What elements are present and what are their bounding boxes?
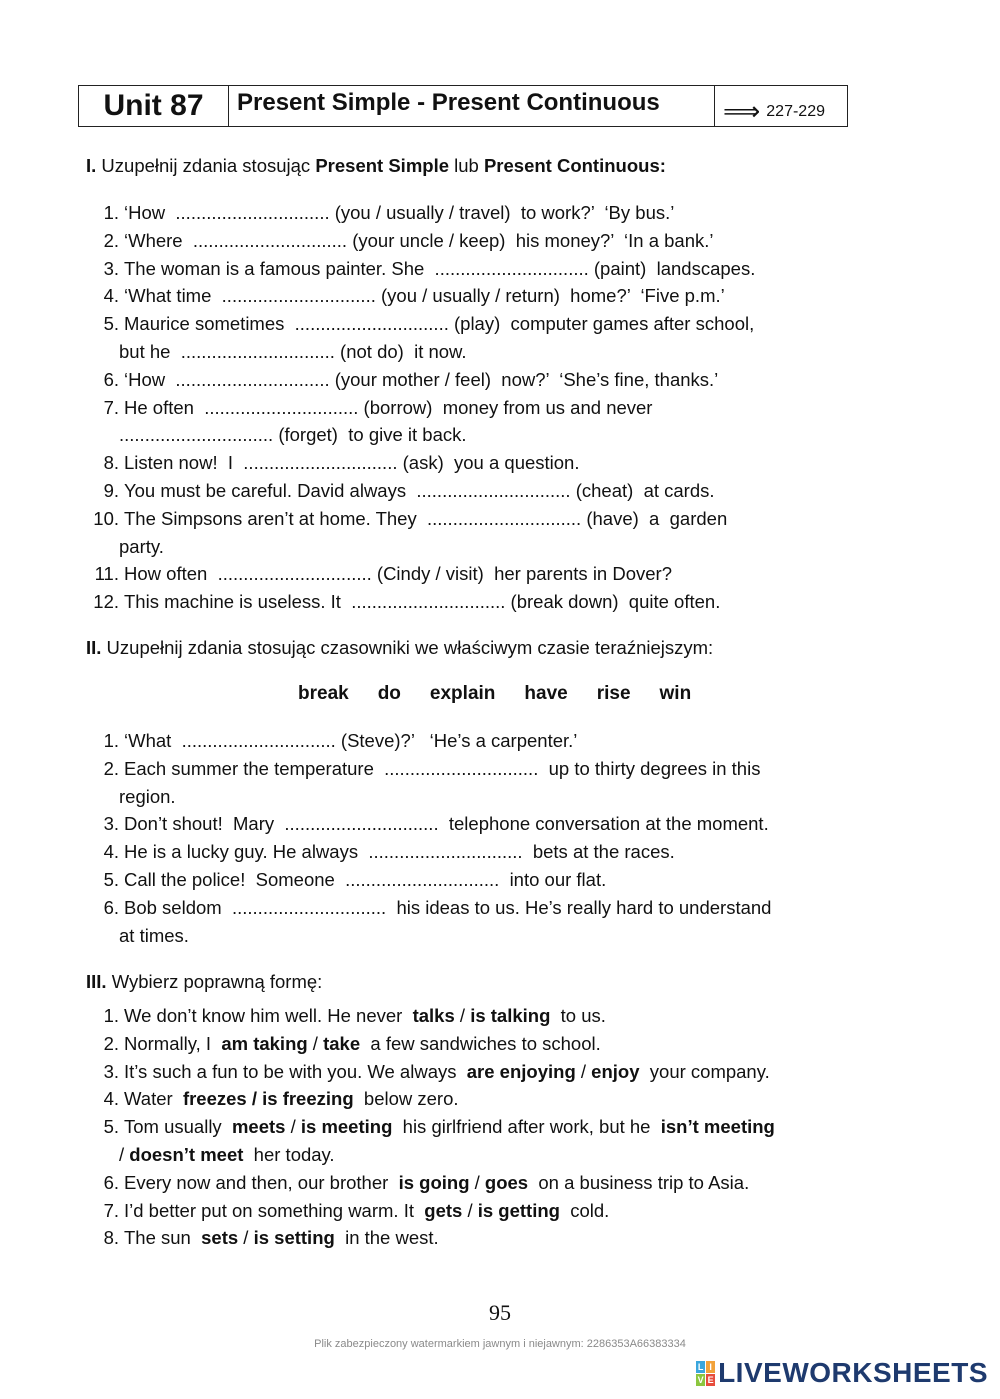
item-text-end: a few sandwiches to school. bbox=[360, 1032, 601, 1054]
list-item bbox=[86, 394, 846, 450]
section-1-bold-1: Present Simple bbox=[315, 155, 449, 176]
item-number: 1. bbox=[103, 730, 119, 751]
unit-number: Unit 87 bbox=[79, 86, 229, 126]
item-text: Maurice sometimes .............................. (play) computer games after school, bbox=[124, 313, 755, 335]
option-separator: / bbox=[462, 1199, 478, 1221]
section-1-list bbox=[86, 199, 846, 616]
item-number: 8. bbox=[103, 1227, 119, 1249]
page-number: 95 bbox=[489, 1300, 511, 1325]
item-text: ‘What .............................. (Steve)?’ ‘He’s a carpenter.’ bbox=[124, 730, 578, 751]
item-number: 2. bbox=[103, 757, 119, 779]
option-2[interactable]: goes bbox=[484, 1171, 529, 1193]
list-item bbox=[86, 1169, 846, 1197]
item-number: 2. bbox=[103, 229, 119, 251]
section-3-list bbox=[86, 1002, 846, 1252]
list-item bbox=[86, 1197, 846, 1225]
item-text: He is a lucky guy. He always .............................. bets at the races. bbox=[124, 841, 675, 863]
section-1-text: Uzupełnij zdania stosując bbox=[96, 155, 316, 176]
item-number: 1. bbox=[103, 202, 119, 223]
item-text: The Simpsons aren’t at home. They .............................. (have) a garden bbox=[124, 507, 728, 529]
list-item bbox=[86, 255, 846, 283]
list-item bbox=[86, 866, 846, 894]
word-bank-item: do bbox=[377, 683, 401, 704]
option-separator: / bbox=[469, 1171, 485, 1193]
option-1[interactable]: am taking bbox=[221, 1032, 308, 1054]
item-text: I’d better put on something warm. It bbox=[124, 1199, 425, 1221]
item-text-end: his girlfriend after work, but he bbox=[392, 1116, 661, 1138]
list-item bbox=[86, 1002, 846, 1030]
item-text: Listen now! I .............................. (ask) you a question. bbox=[124, 452, 580, 474]
item-continuation: .............................. (forget) to give it back. bbox=[119, 424, 467, 446]
item-text-end: below zero. bbox=[353, 1088, 459, 1110]
item-number: 5. bbox=[103, 868, 119, 890]
option-1[interactable]: is going bbox=[398, 1171, 470, 1193]
word-bank bbox=[298, 683, 720, 705]
section-3-heading bbox=[86, 971, 322, 993]
item-text: Normally, I bbox=[124, 1032, 222, 1054]
option-2[interactable]: is setting bbox=[253, 1227, 335, 1249]
list-item bbox=[86, 894, 846, 950]
item-number: 3. bbox=[103, 813, 119, 835]
list-item bbox=[86, 282, 846, 310]
option-2[interactable]: take bbox=[323, 1032, 361, 1054]
section-1-mid: lub bbox=[449, 155, 484, 176]
list-item bbox=[86, 449, 846, 477]
item-text-end: in the west. bbox=[334, 1227, 439, 1249]
list-item bbox=[86, 727, 846, 755]
item-number: 2. bbox=[103, 1032, 119, 1054]
item-text: ‘Where .............................. (your uncle / keep) his money?’ ‘In a bank.’ bbox=[124, 229, 714, 251]
list-item bbox=[86, 1224, 846, 1252]
grammar-reference bbox=[715, 86, 847, 126]
arrow-right-icon: ⟹ bbox=[723, 96, 761, 126]
list-item bbox=[86, 227, 846, 255]
option-separator: / bbox=[238, 1227, 254, 1249]
item-continuation: but he .............................. (not do) it now. bbox=[119, 340, 467, 362]
logo-letter: E bbox=[707, 1374, 714, 1385]
item-text-end: your company. bbox=[639, 1060, 770, 1082]
item-text: ‘How .............................. (you / usually / travel) to work?’ ‘By bus.’ bbox=[124, 202, 675, 223]
option-separator: / bbox=[575, 1060, 592, 1082]
item-text: Water bbox=[124, 1088, 183, 1110]
list-item bbox=[86, 588, 846, 616]
item-text: How often .............................. (Cindy / visit) her parents in Dover? bbox=[124, 563, 672, 585]
section-1-bold-2: Present Continuous: bbox=[483, 155, 666, 176]
item-number: 1. bbox=[103, 1005, 119, 1026]
item-text: You must be careful. David always .............................. (cheat) at cards. bbox=[124, 479, 715, 501]
list-item bbox=[86, 1113, 846, 1169]
section-2-list bbox=[86, 727, 846, 949]
item-text: Call the police! Someone .............................. into our flat. bbox=[124, 868, 607, 890]
word-bank-item: explain bbox=[429, 683, 496, 704]
item-number: 3. bbox=[103, 1060, 119, 1082]
item-number: 6. bbox=[103, 368, 119, 390]
logo-letter: V bbox=[697, 1374, 704, 1385]
logo-letter: L bbox=[697, 1361, 704, 1372]
item-number: 3. bbox=[103, 257, 119, 279]
list-item bbox=[86, 310, 846, 366]
list-item bbox=[86, 810, 846, 838]
item-number: 11. bbox=[94, 563, 119, 585]
option-separator: / bbox=[285, 1116, 301, 1138]
item-text: Each summer the temperature .............................. up to thirty degrees in this bbox=[124, 757, 761, 779]
list-item bbox=[86, 1085, 846, 1113]
list-item bbox=[86, 199, 846, 227]
list-item bbox=[86, 1030, 846, 1058]
list-item bbox=[86, 1058, 846, 1086]
liveworksheets-logo[interactable] bbox=[696, 1357, 988, 1389]
item-number: 6. bbox=[103, 1171, 119, 1193]
section-1-heading bbox=[86, 155, 666, 177]
item-text-end: to us. bbox=[550, 1005, 606, 1026]
section-3-text: Wybierz poprawną formę: bbox=[106, 971, 323, 992]
option-3[interactable]: isn’t meeting bbox=[660, 1116, 775, 1138]
item-text: We don’t know him well. He never bbox=[124, 1005, 413, 1026]
item-number: 6. bbox=[103, 896, 119, 918]
item-number: 4. bbox=[103, 1088, 119, 1110]
section-2-heading bbox=[86, 637, 713, 659]
item-number: 4. bbox=[103, 841, 119, 863]
unit-title: Present Simple - Present Continuous bbox=[229, 86, 715, 126]
option-separator: / bbox=[307, 1032, 324, 1054]
section-1-number: I. bbox=[86, 155, 97, 176]
item-number: 5. bbox=[103, 1116, 119, 1138]
item-text: Every now and then, our brother bbox=[124, 1171, 399, 1193]
item-text-end: her today. bbox=[243, 1143, 335, 1165]
option-1[interactable]: meets bbox=[231, 1116, 286, 1138]
item-text: The woman is a famous painter. She .............................. (paint) landscapes. bbox=[124, 257, 756, 279]
item-number: 7. bbox=[103, 396, 119, 418]
item-number: 4. bbox=[103, 285, 119, 307]
word-bank-item: win bbox=[659, 683, 692, 704]
item-number: 5. bbox=[103, 313, 119, 335]
item-text-end: cold. bbox=[559, 1199, 610, 1221]
option-1[interactable]: gets bbox=[424, 1199, 463, 1221]
option-separator: / bbox=[119, 1143, 130, 1165]
list-item bbox=[86, 366, 846, 394]
option-4[interactable]: doesn’t meet bbox=[129, 1143, 244, 1165]
word-bank-item: have bbox=[524, 683, 568, 704]
section-2-number: II. bbox=[86, 637, 102, 658]
option-separator: / bbox=[454, 1005, 471, 1026]
item-text: ‘What time .............................. (you / usually / return) home?’ ‘Five p.m.’ bbox=[124, 285, 725, 307]
option-1[interactable]: talks bbox=[412, 1005, 455, 1026]
option-1[interactable]: freezes / is freezing bbox=[182, 1088, 354, 1110]
item-number: 8. bbox=[103, 452, 119, 474]
option-1[interactable]: sets bbox=[201, 1227, 239, 1249]
list-item bbox=[86, 838, 846, 866]
list-item bbox=[86, 477, 846, 505]
watermark-text: Plik zabezpieczony watermarkiem jawnym i niejawnym: 2286353A66383334 bbox=[314, 1338, 686, 1350]
item-text: This machine is useless. It .............................. (break down) quite often. bbox=[124, 591, 721, 613]
item-text: It’s such a fun to be with you. We always bbox=[124, 1060, 467, 1082]
option-2[interactable]: is talking bbox=[470, 1005, 551, 1026]
item-continuation: region. bbox=[119, 785, 176, 807]
item-text: Tom usually bbox=[124, 1116, 232, 1138]
option-2[interactable]: is meeting bbox=[300, 1116, 393, 1138]
item-number: 9. bbox=[103, 479, 119, 501]
item-text: He often .............................. (borrow) money from us and never bbox=[124, 396, 653, 418]
item-text: Don’t shout! Mary .............................. telephone conversation at the moment. bbox=[124, 813, 769, 835]
item-text: The sun bbox=[124, 1227, 202, 1249]
word-bank-item: break bbox=[298, 683, 349, 704]
item-number: 12. bbox=[93, 591, 119, 613]
logo-letter: I bbox=[706, 1361, 715, 1373]
option-2[interactable]: is getting bbox=[477, 1199, 560, 1221]
item-number: 7. bbox=[103, 1199, 119, 1221]
item-text: ‘How .............................. (your mother / feel) now?’ ‘She’s fine, thanks.’ bbox=[124, 368, 719, 390]
list-item bbox=[86, 560, 846, 588]
section-3-number: III. bbox=[86, 971, 107, 992]
unit-header bbox=[78, 85, 848, 127]
reference-pages: 227-229 bbox=[766, 103, 825, 120]
list-item bbox=[86, 755, 846, 811]
word-bank-item: rise bbox=[596, 683, 631, 704]
item-continuation: party. bbox=[119, 535, 164, 557]
option-1[interactable]: are enjoying bbox=[466, 1060, 576, 1082]
logo-text: LIVEWORKSHEETS bbox=[718, 1357, 988, 1388]
section-2-text: Uzupełnij zdania stosując czasowniki we właściwym czasie teraźniejszym: bbox=[101, 637, 714, 658]
logo-icon bbox=[696, 1361, 715, 1386]
item-text: Bob seldom .............................. his ideas to us. He’s really hard to understand bbox=[124, 896, 772, 918]
item-continuation: at times. bbox=[119, 924, 189, 946]
item-number: 10. bbox=[93, 507, 119, 529]
option-2[interactable]: enjoy bbox=[591, 1060, 640, 1082]
item-text-end: on a business trip to Asia. bbox=[528, 1171, 750, 1193]
list-item bbox=[86, 505, 846, 561]
